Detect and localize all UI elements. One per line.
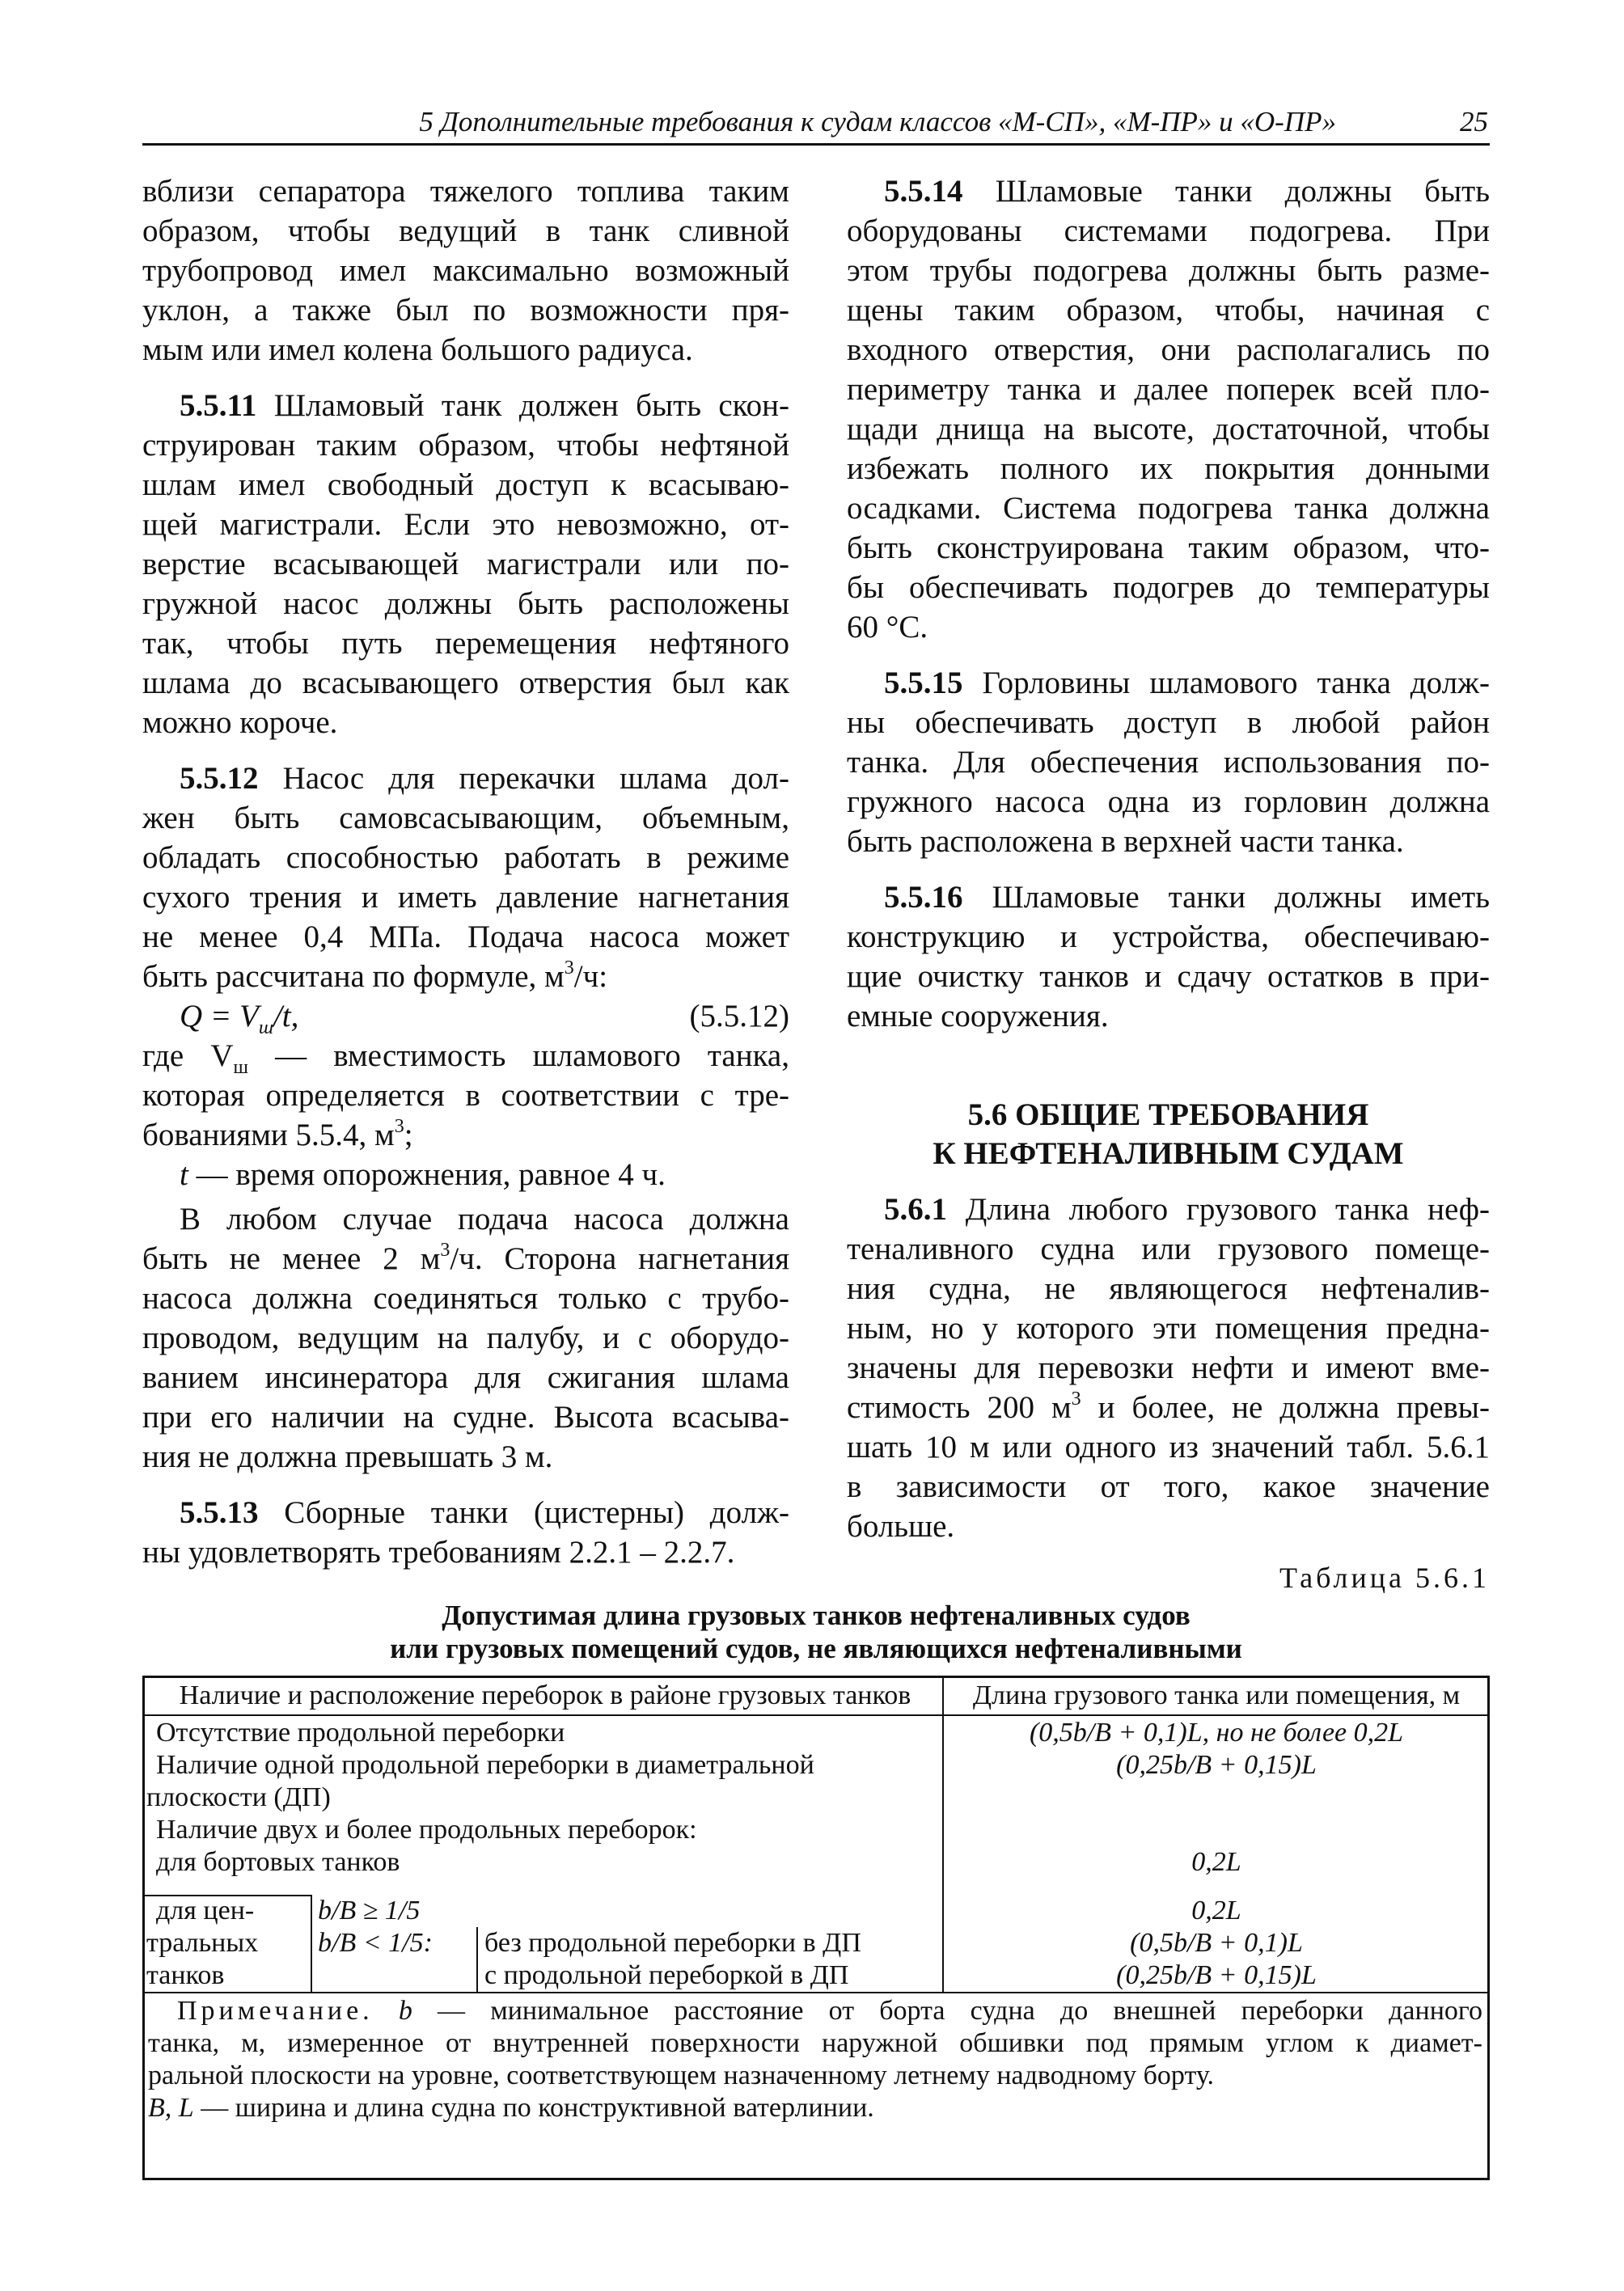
text-line: избежать полного их покрытия донными [847, 451, 1490, 486]
clause-number: 5.6.1 [884, 1192, 947, 1227]
text-line: гружного насоса одна из горловин должна [847, 784, 1490, 819]
table-title-line: или грузовых помещений судов, не являющихся нефтеналивными [390, 1633, 1242, 1664]
text-line: стимость 200 $м^3$ и более, не должна превы- [847, 1389, 1490, 1425]
text-line: щены таким образом, чтобы, начиная с [847, 293, 1490, 328]
text-line: быть сконструирована таким образом, что- [847, 530, 1490, 565]
row-divider [145, 1992, 1487, 1993]
text-line: в зависимости от того, какое значение [847, 1469, 1490, 1504]
paragraph-continuation [142, 171, 789, 370]
text-line: насоса должна соединяться только с трубо- [142, 1281, 789, 1316]
page-number: 25 [1460, 106, 1488, 137]
note-line: B, L — ширина и длина судна по конструктивной ватерлинии. [148, 2093, 874, 2123]
text-line: трубопровод имел максимально возможный [142, 253, 789, 288]
paragraph-5-5-14 [847, 171, 1490, 647]
paragraph-5-5-16 [847, 877, 1490, 1036]
header-title: 5 Дополнительные требования к судам классов «М-СП», «М-ПР» и «О-ПР» [419, 106, 1336, 137]
table-title-line: Допустимая длина грузовых танков нефтеналивных судов [442, 1600, 1191, 1631]
text-line: верстие всасывающей магистрали или по- [142, 547, 789, 581]
text-line: не менее 0,4 МПа. Подача насоса может [142, 919, 789, 954]
text-line: В любом случае подача насоса должна [180, 1202, 789, 1236]
text-line: где $V_ш$ — вместимость шламового танка, [142, 1038, 789, 1078]
text-line: щей магистрали. Если это невозможно, от- [142, 507, 789, 542]
text-line: 5.6.1 Длина любого грузового танка неф- [884, 1192, 1491, 1227]
text-line: 5.5.15 Горловины шламового танка долж- [884, 666, 1490, 700]
text-line: ния судна, не являющегося нефтеналив- [847, 1271, 1490, 1306]
text-line: так, чтобы путь перемещения нефтяного [142, 626, 789, 661]
table-cell: Наличие одной продольной переборки в диаметральной [156, 1750, 814, 1780]
text-line: ны удовлетворять требованиям 2.2.1 – 2.2.7. [142, 1535, 735, 1570]
text-line: этом трубы подогрева должны быть разме- [847, 253, 1490, 288]
table-cell: с продольной переборкой в ДП [484, 1960, 849, 1990]
text-line: шлама до всасывающего отверстия был как [142, 666, 789, 700]
text-line: ным, но у которого эти помещения предна- [847, 1311, 1490, 1346]
text-line: ния не должна превышать 3 м. [142, 1439, 553, 1474]
text-line: быть расположена в верхней части танка. [847, 824, 1404, 859]
text-line: шлам имел свободный доступ к всасываю- [142, 467, 789, 502]
text-line: обладать способностью работать в режиме [142, 840, 789, 875]
text-line: танка. Для обеспечения использования по- [847, 745, 1490, 780]
note-label: Примечание. [177, 1996, 374, 2026]
formula-number: (5.5.12) [689, 999, 789, 1033]
clause-number: 5.5.11 [180, 388, 257, 423]
table-5-6-1 [142, 1676, 1490, 2180]
paragraph-5-5-11 [142, 386, 789, 742]
table-cell: (0,5b/B + 0,1)L, но не более 0,2L [1029, 1718, 1404, 1748]
clause-number: 5.5.16 [884, 880, 963, 915]
column-divider [942, 1678, 944, 1992]
text-line: шать 10 м или одного из значений табл. 5.6.1 [847, 1430, 1490, 1465]
column-divider [476, 1927, 478, 1992]
table-cell: 0,2L [1191, 1847, 1241, 1877]
table-cell: для бортовых танков [156, 1847, 400, 1877]
note-line: Примечание. b — минимальное расстояние от борта судна до внешней переборки данного [177, 1996, 1483, 2026]
text-line: бы обеспечивать подогрев до температуры [847, 570, 1490, 605]
table-cell: плоскости (ДП) [146, 1782, 331, 1812]
header-divider [145, 1714, 1487, 1716]
text-line: мым или имел колена большого радиуса. [142, 332, 693, 367]
table-cell: (0,25b/B + 0,15)L [1116, 1960, 1317, 1990]
text-line: ванием инсинератора для сжигания шлама [142, 1360, 789, 1395]
paragraph-5-5-13 [142, 1493, 789, 1572]
column-header: Длина грузового танка или помещения, м [972, 1680, 1461, 1710]
text-line: бованиями 5.5.4, $м^3$; [142, 1116, 413, 1152]
text-line: ны обеспечивать доступ в любой район [847, 705, 1490, 740]
clause-number: 5.5.14 [884, 174, 963, 209]
table-cell: для цен- [156, 1896, 255, 1925]
text-line: конструкцию и устройства, обеспечиваю- [847, 919, 1490, 954]
text-line: гружной насос должны быть расположены [142, 586, 789, 621]
clause-number: 5.5.15 [884, 666, 963, 700]
table-cell: танков [146, 1960, 225, 1990]
table-cell: Наличие двух и более продольных переборок: [156, 1815, 697, 1845]
note-line: ральной плоскости на уровне, соответствующем назначенному летнему надводному борту. [148, 2061, 1214, 2090]
text-line: емные сооружения. [847, 999, 1109, 1033]
table-cell: (0,5b/B + 0,1)L [1130, 1928, 1303, 1958]
text-line: больше. [847, 1509, 955, 1544]
text-line: сухого трения и иметь давление нагнетания [142, 880, 789, 915]
text-line: периметру танка и далее поперек всей пло- [847, 372, 1490, 407]
section-heading-5-6 [847, 1096, 1490, 1173]
formula-5-5-12: $Q = V_ш/t$, (5.5.12) [142, 996, 789, 1036]
clause-number: 5.5.12 [180, 761, 259, 796]
table-cell: (0,25b/B + 0,15)L [1116, 1750, 1317, 1780]
text-line: t — время опорожнения, равное 4 ч. [180, 1157, 666, 1192]
paragraph-5-5-15 [847, 663, 1490, 861]
text-line: уклон, а также был по возможности пря- [142, 293, 789, 328]
text-line: 5.5.11 Шламовый танк должен быть скон- [180, 388, 789, 423]
text-line: щади днища на высоте, достаточной, чтобы [847, 412, 1490, 446]
text-line: при его наличии на судне. Высота всасыва- [142, 1400, 789, 1435]
clause-number: 5.5.13 [180, 1495, 259, 1530]
text-line: 5.5.13 Сборные танки (цистерны) долж- [180, 1495, 790, 1530]
text-line: струирован таким образом, чтобы нефтяной [142, 428, 789, 463]
table-caption: Таблица 5.6.1 [1279, 1562, 1490, 1594]
heading-line: К НЕФТЕНАЛИВНЫМ СУДАМ [933, 1136, 1404, 1171]
text-line: осадками. Система подогрева танка должна [847, 491, 1490, 526]
note-line: танка, м, измеренное от внутренней поверхности наружной обшивки под прямым углом к диамет- [148, 2028, 1482, 2058]
text-line: быть рассчитана по формуле, $м^3/ч$: [142, 957, 608, 994]
text-line: проводом, ведущим на палубу, и с оборудо- [142, 1321, 789, 1355]
left-column [142, 171, 789, 1572]
text-line: 5.5.14 Шламовые танки должны быть [884, 174, 1490, 209]
table-cell: b/B ≥ 1/5 [318, 1896, 421, 1925]
paragraph-5-6-1 [847, 1190, 1490, 1546]
text-line: 5.5.12 Насос для перекачки шлама дол- [180, 761, 789, 796]
text-line: вблизи сепаратора тяжелого топлива таким [142, 174, 789, 209]
table-cell: тральных [146, 1928, 259, 1958]
text-line: значены для перевозки нефти и имеют вме- [847, 1351, 1490, 1385]
table-cell: Отсутствие продольной переборки [156, 1718, 565, 1748]
table-cell: без продольной переборки в ДП [484, 1928, 861, 1958]
text-line: 5.5.16 Шламовые танки должны иметь [884, 880, 1490, 915]
column-header: Наличие и расположение переборок в районе грузовых танков [179, 1680, 911, 1710]
text-line: быть не менее 2 $м^3/ч$. Сторона нагнетания [142, 1240, 790, 1276]
table-note [148, 1995, 1482, 2124]
text-line: оборудованы системами подогрева. При [847, 213, 1490, 248]
paragraph-pump-requirements [142, 1199, 789, 1477]
table-cell: 0,2L [1191, 1896, 1241, 1925]
text-line: щие очистку танков и сдачу остатков в при- [847, 959, 1490, 994]
heading-line: 5.6 ОБЩИЕ ТРЕБОВАНИЯ [967, 1097, 1369, 1132]
text-line: теналивного судна или грузового помеще- [847, 1232, 1490, 1266]
paragraph-5-5-12 [142, 759, 789, 1194]
running-header [142, 101, 1490, 146]
text-line: 60 °С. [847, 610, 928, 645]
column-divider [311, 1895, 312, 1992]
text-line: можно короче. [142, 705, 338, 740]
text-line: образом, чтобы ведущий в танк сливной [142, 213, 789, 248]
right-column [847, 171, 1490, 1546]
text-line: жен быть самовсасывающим, объемным, [142, 801, 789, 835]
text-line: которая определяется в соответствии с тре- [142, 1078, 789, 1113]
text-line: входного отверстия, они располагались по [847, 332, 1490, 367]
table-cell: b/B < 1/5: [318, 1928, 433, 1958]
